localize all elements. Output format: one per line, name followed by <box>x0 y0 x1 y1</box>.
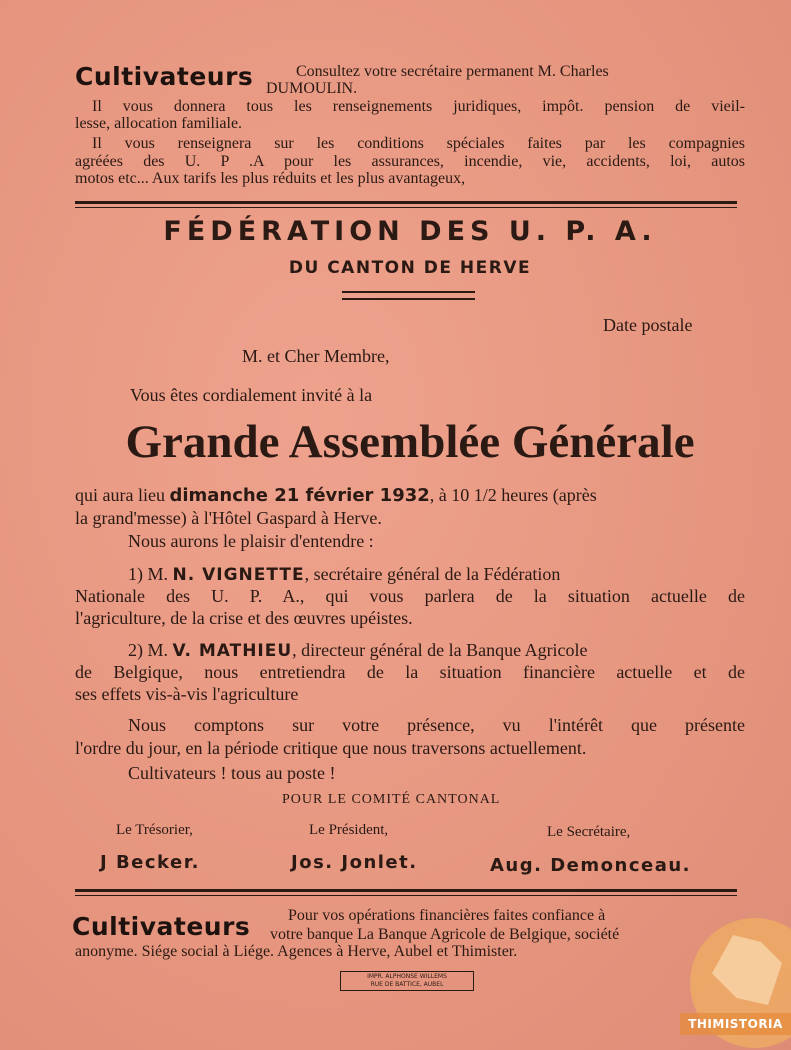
speaker-1-line-1 <box>128 563 745 586</box>
divider-top <box>75 201 737 204</box>
speaker-2-line-2: de Belgique, nous entretiendra de la situation financière actuelle et de <box>75 662 745 682</box>
committee-label: POUR LE COMITÉ CANTONAL <box>282 792 501 807</box>
signature-treasurer: J Becker. <box>100 852 200 873</box>
bottom-line-1: Pour vos opérations financières faites confiance à <box>288 907 606 924</box>
paragraph-1-line-2: la grand'messe) à l'Hôtel Gaspard à Herve. <box>75 508 382 528</box>
top-line-3: lesse, allocation familiale. <box>75 115 243 132</box>
speaker-1-name: N. VIGNETTE <box>172 565 305 585</box>
divider-short-2 <box>342 298 475 300</box>
top-line-4: Il vous renseignera sur les conditions spéciales faites par les compagnies <box>92 135 745 152</box>
bottom-line-2: votre banque La Banque Agricole de Belgique, société <box>270 926 620 943</box>
signature-secretary: Aug. Demonceau. <box>490 855 691 876</box>
top-line-5: agréées des U. P .A pour les assurances, incendie, vie, accidents, loi, autos <box>75 153 745 170</box>
speaker-1-line-3: l'agriculture, de la crise et des œuvres upéistes. <box>75 608 413 628</box>
p1-text-a: qui aura lieu <box>75 485 165 505</box>
federation-subtitle: DU CANTON DE HERVE <box>288 258 532 278</box>
signature-president: Jos. Jonlet. <box>291 852 418 873</box>
role-secretary: Le Secrétaire, <box>547 824 631 840</box>
p1-text-c: , à 10 1/2 heures (après <box>429 485 597 505</box>
paragraph-1-line-1 <box>75 484 745 507</box>
salutation: M. et Cher Membre, <box>242 346 390 366</box>
speaker-2-line-1 <box>128 639 745 662</box>
s1-number: 1) M. <box>128 564 168 584</box>
meeting-date: dimanche 21 février 1932 <box>169 485 430 506</box>
speaker-1-line-2: Nationale des U. P. A., qui vous parlera de la situation actuelle de <box>75 586 745 606</box>
bottom-line-3: anonyme. Siége social à Liége. Agences à Herve, Aubel et Thimister. <box>75 943 518 960</box>
s1-text-c: , secrétaire général de la Fédération <box>304 564 561 584</box>
watermark-label: THIMISTORIA <box>680 1013 791 1035</box>
top-line-1-name: DUMOULIN. <box>266 80 358 97</box>
top-line-6: motos etc... Aux tarifs les plus réduits et les plus avantageux, <box>75 170 466 187</box>
event-title: Grande Assemblée Générale <box>125 416 695 468</box>
top-line-2: Il vous donnera tous les renseignements juridiques, impôt. pension de vieil- <box>92 98 745 115</box>
top-heading: Cultivateurs <box>75 62 254 91</box>
speaker-2-name: V. MATHIEU <box>172 641 293 661</box>
federation-title: FÉDÉRATION DES U. P. A. <box>163 216 657 247</box>
s2-number: 2) M. <box>128 640 168 660</box>
divider-bottom-thin <box>75 895 737 896</box>
printer-stamp <box>340 971 474 991</box>
paragraph-2: Nous aurons le plaisir d'entendre : <box>128 531 374 551</box>
s2-text-c: , directeur général de la Banque Agricole <box>292 640 588 660</box>
speaker-2-line-3: ses effets vis-à-vis l'agriculture <box>75 684 299 704</box>
paragraph-3-line-2: l'ordre du jour, en la période critique que nous traversons actuellement. <box>75 738 587 758</box>
role-president: Le Président, <box>309 822 389 838</box>
divider-short-1 <box>342 291 475 293</box>
paragraph-4: Cultivateurs ! tous au poste ! <box>128 763 336 783</box>
printer-line-1: IMPR. ALPHONSE WILLEMS <box>367 973 447 980</box>
date-label: Date postale <box>603 315 693 335</box>
invitation-text: Vous êtes cordialement invité à la <box>130 385 373 405</box>
bottom-heading: Cultivateurs <box>72 912 251 941</box>
printer-line-2: RUE DE BATTICE, AUBEL <box>370 981 444 988</box>
top-line-1: Consultez votre secrétaire permanent M. Charles <box>296 63 609 80</box>
divider-bottom <box>75 889 737 892</box>
divider-top-thin <box>75 207 737 208</box>
role-treasurer: Le Trésorier, <box>116 822 193 838</box>
paragraph-3-line-1: Nous comptons sur votre présence, vu l'intérêt que présente <box>128 715 745 735</box>
